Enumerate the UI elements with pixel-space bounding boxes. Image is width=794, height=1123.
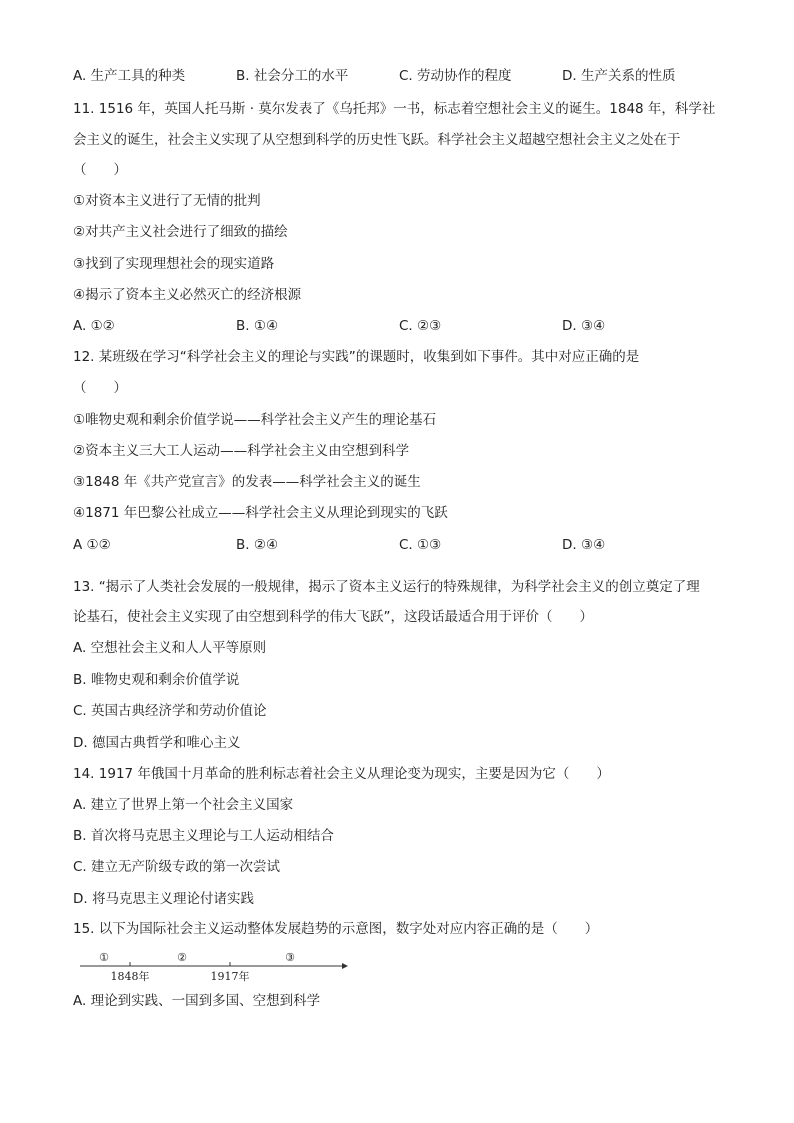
timeline-mark-1: ① [99, 951, 109, 964]
q11-option-a: A. ①② [73, 318, 115, 334]
timeline-arrow-icon [342, 963, 348, 969]
q12-option-c: C. ①③ [399, 537, 442, 553]
q14-option-c: C. 建立无产阶级专政的第一次尝试 [73, 859, 281, 875]
q11-statement-1: ①对资本主义进行了无情的批判 [73, 193, 261, 209]
q11-statement-4: ④揭示了资本主义必然灭亡的经济根源 [73, 287, 302, 303]
q11-stem-line-2: 会主义的诞生，社会主义实现了从空想到科学的历史性飞跃。科学社会主义超越空想社会主义之处在于 [73, 132, 681, 148]
q12-option-a: A ①② [73, 537, 111, 553]
q12-stem-line-2: （ ） [73, 380, 127, 396]
q11-option-b: B. ①④ [236, 318, 279, 334]
q11-option-c: C. ②③ [399, 318, 442, 334]
q11-stem-line-3: （ ） [73, 162, 127, 178]
q13-stem-line-2: 论基石，使社会主义实现了由空想到科学的伟大飞跃”，这段话最适合用于评价（ ） [73, 609, 593, 625]
q12-statement-1: ①唯物史观和剩余价值学说——科学社会主义产生的理论基石 [73, 412, 437, 428]
q15-timeline-diagram [80, 948, 350, 988]
q10-option-d: D. 生产关系的性质 [562, 68, 676, 84]
q13-option-a: A. 空想社会主义和人人平等原则 [73, 640, 267, 656]
q12-option-b: B. ②④ [236, 537, 279, 553]
q14-option-d: D. 将马克思主义理论付诸实践 [73, 891, 254, 907]
q15-stem: 15. 以下为国际社会主义运动整体发展趋势的示意图，数字处对应内容正确的是（ ） [73, 921, 599, 937]
q13-option-d: D. 德国古典哲学和唯心主义 [73, 735, 241, 751]
q13-option-b: B. 唯物史观和剩余价值学说 [73, 672, 240, 688]
q11-statement-3: ③找到了实现理想社会的现实道路 [73, 256, 275, 272]
q14-option-b: B. 首次将马克思主义理论与工人运动相结合 [73, 828, 334, 844]
q11-statement-2: ②对共产主义社会进行了细致的描绘 [73, 224, 288, 240]
q12-statement-3: ③1848 年《共产党宣言》的发表——科学社会主义的诞生 [73, 474, 421, 490]
q13-option-c: C. 英国古典经济学和劳动价值论 [73, 703, 267, 719]
q10-option-c: C. 劳动协作的程度 [399, 68, 512, 84]
timeline-mark-3: ③ [285, 951, 295, 964]
timeline-year-1848: 1848年 [110, 970, 150, 983]
q12-stem-line-1: 12. 某班级在学习“科学社会主义的理论与实践”的课题时，收集到如下事件。其中对应正确的是 [73, 349, 640, 365]
q14-option-a: A. 建立了世界上第一个社会主义国家 [73, 797, 294, 813]
timeline-year-1917: 1917年 [210, 970, 250, 983]
q12-statement-2: ②资本主义三大工人运动——科学社会主义由空想到科学 [73, 443, 410, 459]
q13-stem-line-1: 13. “揭示了人类社会发展的一般规律，揭示了资本主义运行的特殊规律，为科学社会主义的创立奠定了理 [73, 579, 700, 595]
q10-option-b: B. 社会分工的水平 [236, 68, 349, 84]
q11-stem-line-1: 11. 1516 年，英国人托马斯 · 莫尔发表了《乌托邦》一书，标志着空想社会主义的诞生。1848 年，科学社 [73, 101, 716, 117]
q12-option-d: D. ③④ [562, 537, 606, 553]
q14-stem: 14. 1917 年俄国十月革命的胜利标志着社会主义从理论变为现实，主要是因为它（ ） [73, 766, 610, 782]
timeline-mark-2: ② [177, 951, 187, 964]
q15-option-a: A. 理论到实践、一国到多国、空想到科学 [73, 993, 321, 1009]
q11-option-d: D. ③④ [562, 318, 606, 334]
q10-option-a: A. 生产工具的种类 [73, 68, 186, 84]
q12-statement-4: ④1871 年巴黎公社成立——科学社会主义从理论到现实的飞跃 [73, 505, 448, 521]
